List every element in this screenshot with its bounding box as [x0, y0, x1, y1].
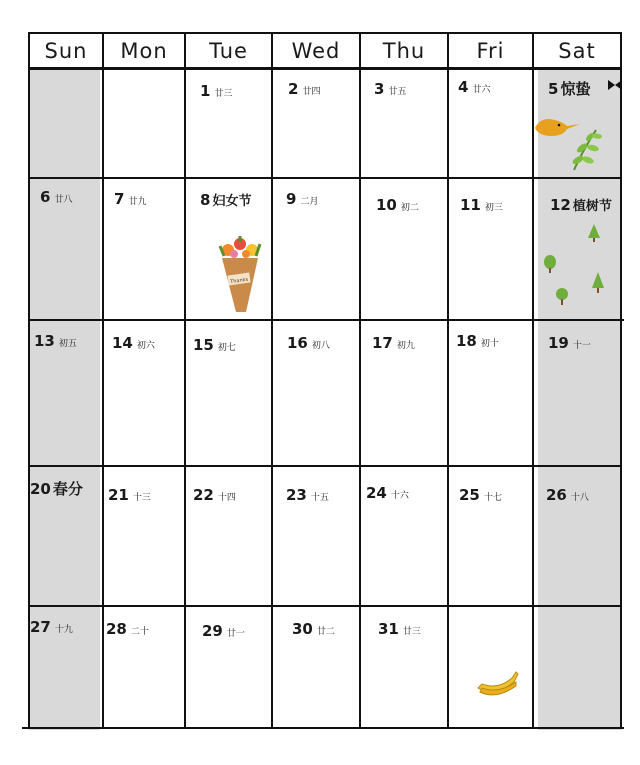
day-number: 28	[106, 620, 127, 638]
day-cell-7	[114, 190, 146, 208]
day-cell-8	[200, 190, 251, 209]
day-number: 19	[548, 334, 569, 352]
lunar-date: 廿三	[402, 627, 421, 637]
lunar-date: 初六	[136, 341, 155, 351]
day-cell-31	[378, 620, 421, 638]
day-cell-21	[108, 486, 151, 504]
day-cell-14	[112, 334, 155, 352]
lunar-date: 廿九	[128, 197, 147, 207]
day-number: 20	[30, 480, 51, 498]
header-sun: Sun	[44, 39, 88, 63]
lunar-date: 十九	[54, 625, 73, 635]
day-cell-17	[372, 334, 415, 352]
day-cell-13	[34, 332, 77, 350]
day-number: 1	[200, 82, 211, 100]
lunar-date: 初五	[58, 339, 77, 349]
day-number: 27	[30, 618, 51, 636]
day-number: 26	[546, 486, 567, 504]
lunar-date: 十八	[570, 493, 589, 503]
day-number: 11	[460, 196, 481, 214]
day-number: 15	[193, 336, 214, 354]
day-cell-2	[288, 80, 320, 98]
day-number: 14	[112, 334, 133, 352]
day-cell-1	[200, 82, 232, 100]
day-cell-20	[30, 478, 83, 499]
day-number: 25	[459, 486, 480, 504]
grid-line-col3	[271, 34, 273, 729]
day-number: 16	[287, 334, 308, 352]
day-number: 3	[374, 80, 385, 98]
day-cell-10	[376, 196, 419, 214]
header-sat: Sat	[558, 39, 596, 63]
day-number: 8	[200, 191, 211, 209]
day-cell-29	[202, 622, 245, 640]
day-number: 6	[40, 188, 51, 206]
day-number: 13	[34, 332, 55, 350]
trees-icon	[540, 220, 614, 310]
day-cell-25	[459, 486, 502, 504]
lunar-date: 十三	[132, 493, 151, 503]
lunar-date: 二十	[130, 627, 149, 637]
day-cell-12	[550, 195, 612, 214]
day-cell-9	[286, 190, 318, 208]
day-cell-18	[456, 332, 499, 350]
bouquet-icon	[212, 234, 268, 314]
header-thu: Thu	[382, 39, 426, 63]
day-number: 21	[108, 486, 129, 504]
day-number: 17	[372, 334, 393, 352]
day-number: 5	[548, 80, 559, 98]
day-number: 22	[193, 486, 214, 504]
day-number: 2	[288, 80, 299, 98]
solar-term-label: 惊蛰	[560, 80, 591, 98]
day-number: 12	[550, 196, 571, 214]
grid-line-col5	[447, 34, 449, 729]
header-fri: Fri	[476, 39, 505, 63]
grid-line-right	[620, 32, 622, 729]
lunar-date: 初九	[396, 341, 415, 351]
day-cell-5	[548, 78, 590, 99]
lunar-date: 廿四	[302, 87, 321, 97]
day-cell-23	[286, 486, 329, 504]
day-cell-24	[366, 484, 409, 502]
leaf-branch-icon	[568, 126, 602, 172]
lunar-date: 二月	[300, 197, 319, 207]
lunar-date: 初二	[400, 203, 419, 213]
grid-line-col4	[359, 34, 361, 729]
day-cell-3	[374, 80, 406, 98]
bouquet-tag: Thanks	[229, 276, 249, 286]
grid-line-col2	[184, 34, 186, 729]
day-number: 29	[202, 622, 223, 640]
day-cell-4	[458, 78, 490, 96]
day-number: 30	[292, 620, 313, 638]
day-number: 9	[286, 190, 297, 208]
lunar-date: 廿八	[54, 195, 73, 205]
lunar-date: 廿三	[214, 89, 233, 99]
bow-icon	[608, 80, 622, 90]
holiday-label: 妇女节	[212, 194, 252, 209]
lunar-date: 廿六	[472, 85, 491, 95]
day-cell-19	[548, 334, 591, 352]
solar-term-label: 春分	[52, 480, 83, 498]
day-cell-30	[292, 620, 335, 638]
grid-line-row2	[30, 319, 624, 321]
day-number: 4	[458, 78, 469, 96]
lunar-date: 初八	[311, 341, 330, 351]
lunar-date: 初十	[480, 339, 499, 349]
lunar-date: 廿五	[388, 87, 407, 97]
lunar-date: 十七	[483, 493, 502, 503]
day-cell-28	[106, 620, 149, 638]
grid-line-col1	[102, 34, 104, 729]
day-cell-22	[193, 486, 236, 504]
day-cell-15	[193, 336, 236, 354]
lunar-date: 十一	[572, 341, 591, 351]
lunar-date: 初七	[217, 343, 236, 353]
lunar-date: 十六	[390, 491, 409, 501]
header-tue: Tue	[209, 39, 248, 63]
day-number: 18	[456, 332, 477, 350]
day-number: 31	[378, 620, 399, 638]
day-number: 24	[366, 484, 387, 502]
lunar-date: 初三	[484, 203, 503, 213]
day-cell-11	[460, 196, 503, 214]
day-number: 23	[286, 486, 307, 504]
day-number: 7	[114, 190, 125, 208]
holiday-label: 植树节	[572, 199, 612, 214]
header-wed: Wed	[291, 39, 341, 63]
lunar-date: 廿二	[316, 627, 335, 637]
day-cell-16	[287, 334, 330, 352]
lunar-date: 廿一	[226, 629, 245, 639]
header-mon: Mon	[120, 39, 168, 63]
day-number: 10	[376, 196, 397, 214]
day-cell-26	[546, 486, 589, 504]
lunar-date: 十四	[217, 493, 236, 503]
banana-icon	[476, 668, 522, 700]
day-cell-27	[30, 618, 73, 636]
day-cell-6	[40, 188, 72, 206]
lunar-date: 十五	[310, 493, 329, 503]
